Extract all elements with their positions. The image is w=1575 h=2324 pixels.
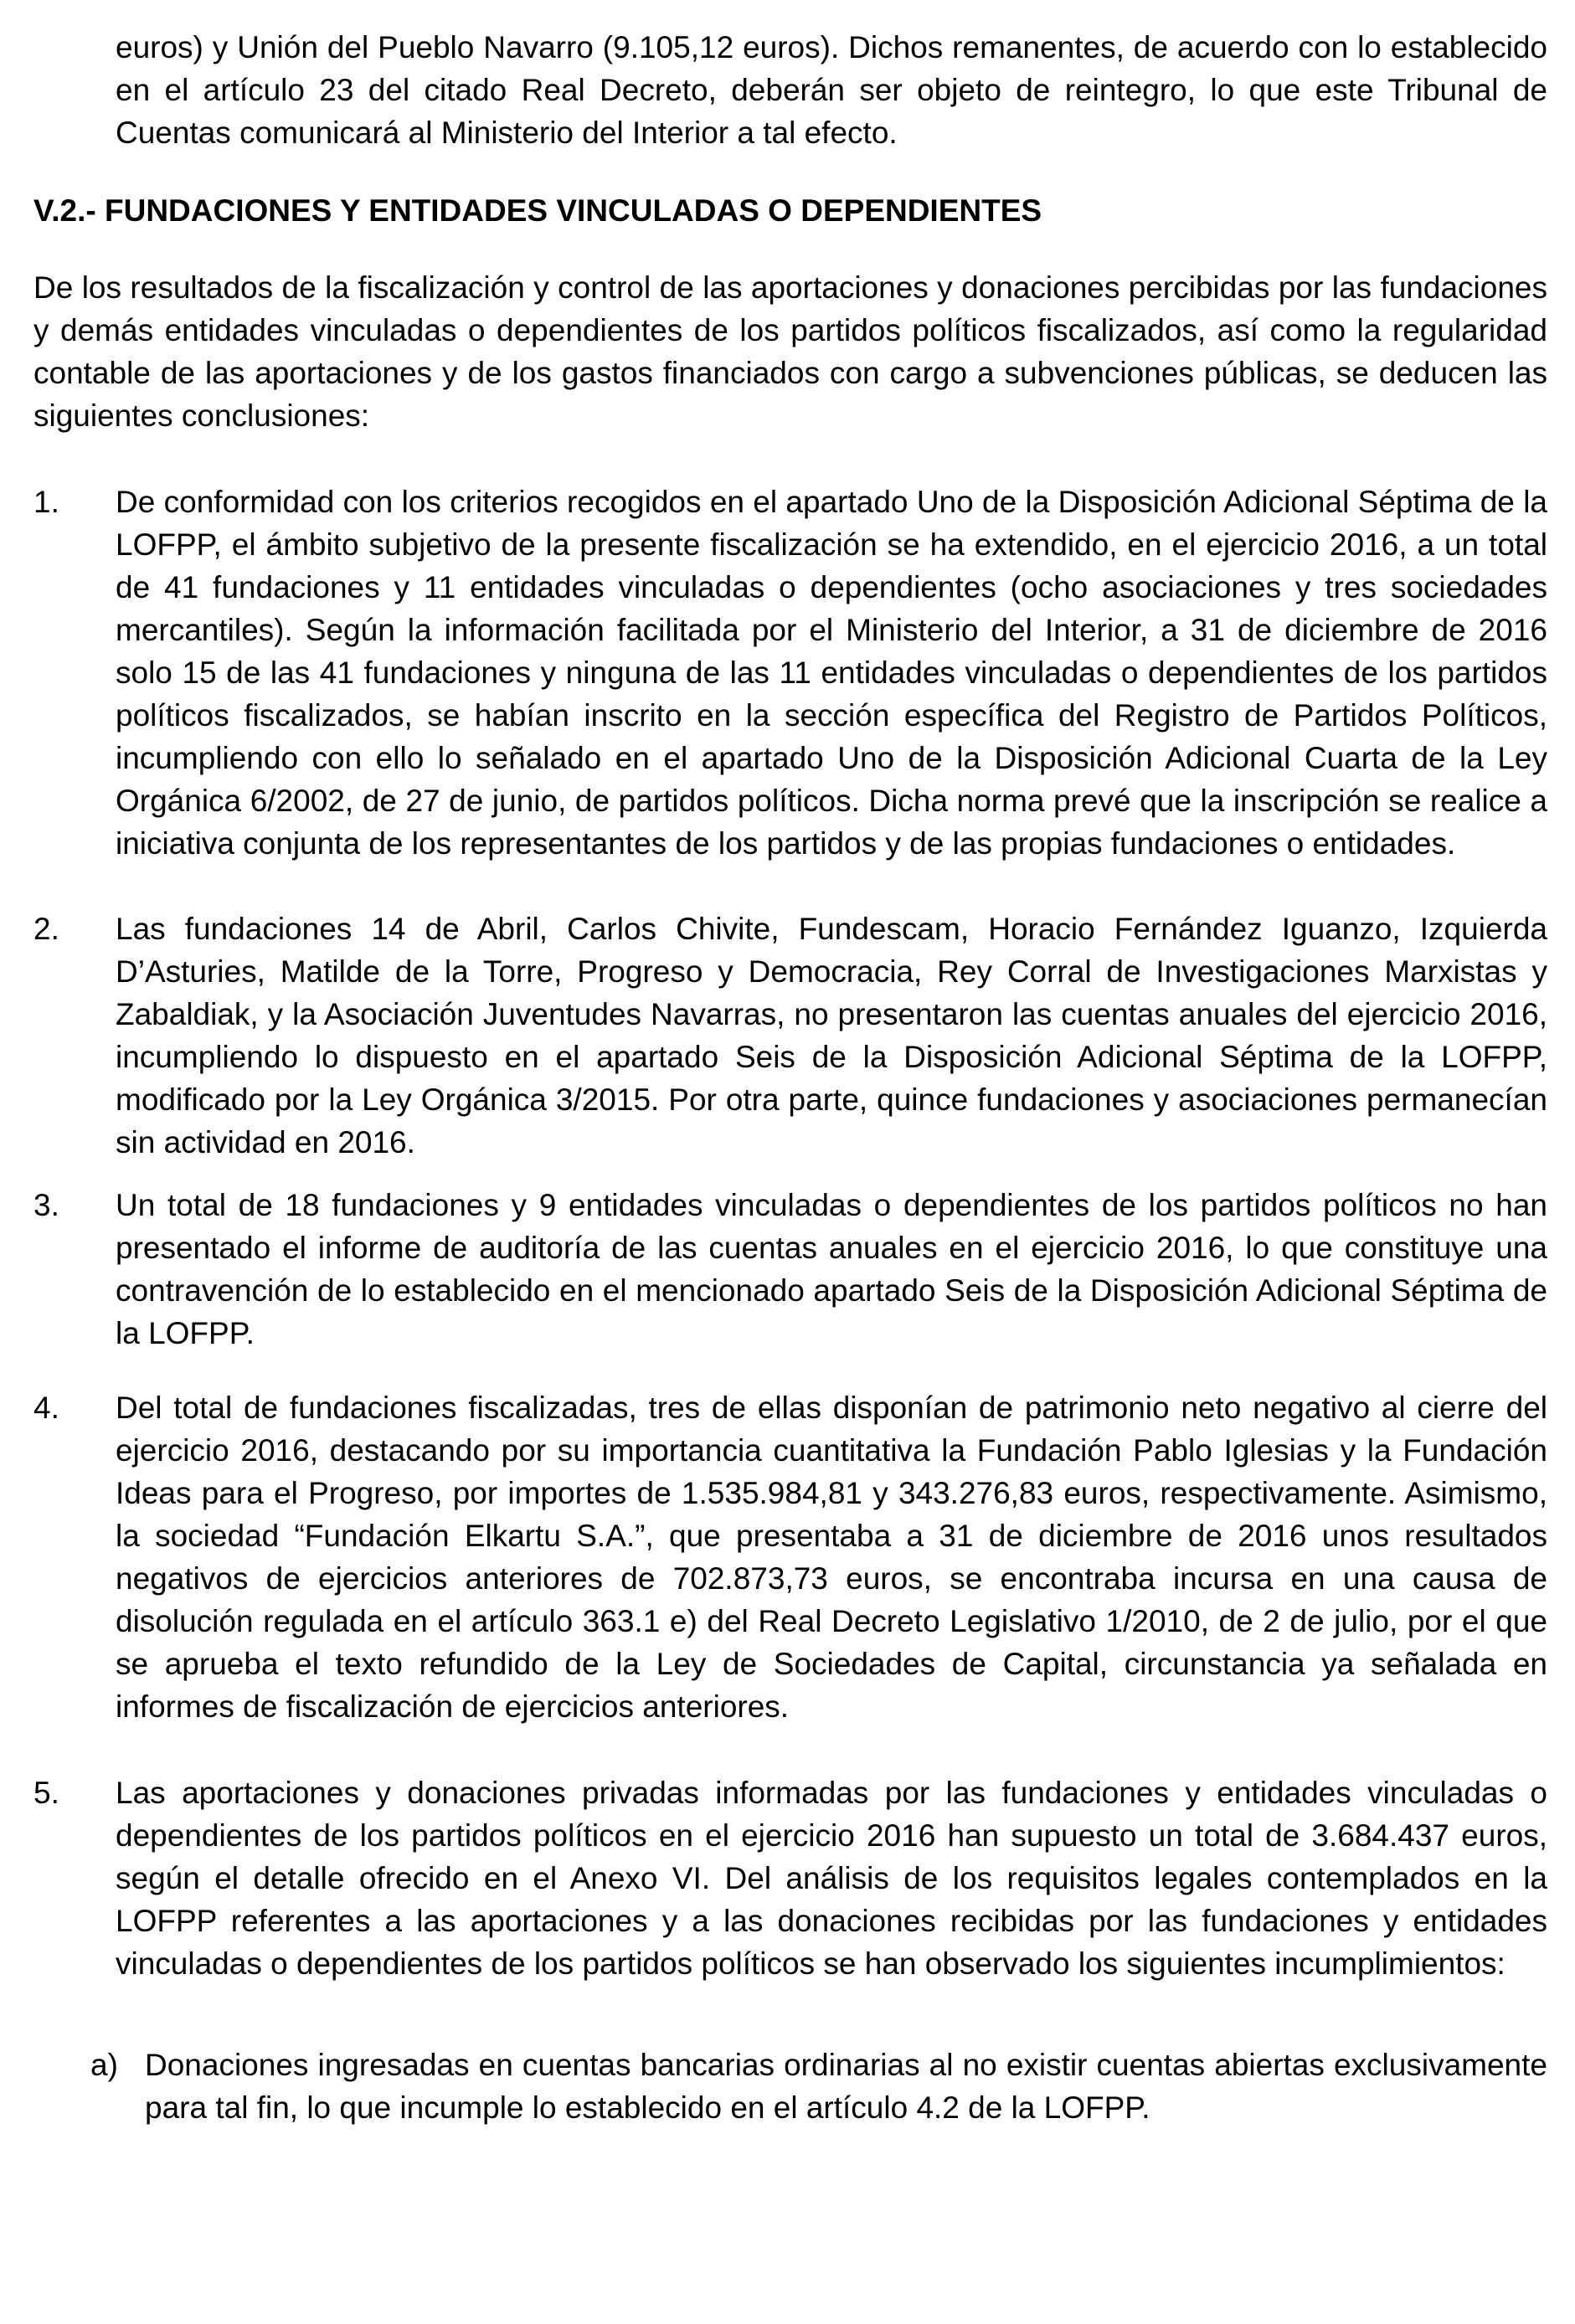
intro-paragraph <box>33 266 1547 437</box>
item-number: 5. <box>33 1776 59 1810</box>
continuation-text: euros) y Unión del Pueblo Navarro (9.105,12 euros). Dichos remanentes, de acuerdo con lo establecido en el artículo 23 del citado Real Decreto, deberán ser objeto de reintegro, lo que este Tribunal de Cuentas comunicará al Ministerio del Interior a tal efecto. <box>116 30 1547 150</box>
item-text: Las aportaciones y donaciones privadas informadas por las fundaciones y entidades vinculadas o dependientes de los partidos políticos en el ejercicio 2016 han supuesto un total de 3.684.437 euros, según el detalle ofrecido en el Anexo VI. Del análisis de los requisitos legales contemplados en la LOFPP referentes a las aportaciones y a las donaciones recibidas por las fundaciones y entidades vinculadas o dependientes de los partidos políticos se han observado los siguientes incumplimientos: <box>116 1776 1547 1981</box>
intro-text: De los resultados de la fiscalización y control de las aportaciones y donaciones percibidas por las fundaciones y demás entidades vinculadas o dependientes de los partidos políticos fiscalizados, así como la regularidad contable de las aportaciones y de los gastos financiados con cargo a subvenciones públicas, se deducen las siguientes conclusiones: <box>33 270 1547 433</box>
item-text: Las fundaciones 14 de Abril, Carlos Chivite, Fundescam, Horacio Fernández Iguanzo, Izquierda D’Asturies, Matilde de la Torre, Progreso y Democracia, Rey Corral de Investigaciones Marxistas y Zabaldiak, y la Asociación Juventudes Navarras, no presentaron las cuentas anuales del ejercicio 2016, incumpliendo lo dispuesto en el apartado Seis de la Disposición Adicional Séptima de la LOFPP, modificado por la Ley Orgánica 3/2015. Por otra parte, quince fundaciones y asociaciones permanecían sin actividad en 2016. <box>116 912 1547 1159</box>
item-number: 1. <box>33 485 59 519</box>
item-text: De conformidad con los criterios recogidos en el apartado Uno de la Disposición Adicional Séptima de la LOFPP, el ámbito subjetivo de la presente fiscalización se ha extendido, en el ejercicio 2016, a un total de 41 fundaciones y 11 entidades vinculadas o dependientes (ocho asociaciones y tres sociedades mercantiles). Según la información facilitada por el Ministerio del Interior, a 31 de diciembre de 2016 solo 15 de las 41 fundaciones y ninguna de las 11 entidades vinculadas o dependientes de los partidos políticos fiscalizados, se habían inscrito en la sección específica del Registro de Partidos Políticos, incumpliendo con ello lo señalado en el apartado Uno de la Disposición Adicional Cuarta de la Ley Orgánica 6/2002, de 27 de junio, de partidos políticos. Dicha norma prevé que la inscripción se realice a iniciativa conjunta de los representantes de los partidos y de las propias fundaciones o entidades. <box>116 485 1547 861</box>
item-text: Un total de 18 fundaciones y 9 entidades vinculadas o dependientes de los partidos políticos no han presentado el informe de auditoría de las cuentas anuales en el ejercicio 2016, lo que constituye una contravención de lo establecido en el mencionado apartado Seis de la Disposición Adicional Séptima de la LOFPP. <box>116 1188 1547 1350</box>
item-number: 4. <box>33 1391 59 1425</box>
subitem-text: Donaciones ingresadas en cuentas bancarias ordinarias al no existir cuentas abiertas exclusivamente para tal fin, lo que incumple lo establecido en el artículo 4.2 de la LOFPP. <box>145 2048 1547 2125</box>
item-text: Del total de fundaciones fiscalizadas, tres de ellas disponían de patrimonio neto negativo al cierre del ejercicio 2016, destacando por su importancia cuantitativa la Fundación Pablo Iglesias y la Fundación Ideas para el Progreso, por importes de 1.535.984,81 y 343.276,83 euros, respectivamente. Asimismo, la sociedad “Fundación Elkartu S.A.”, que presentaba a 31 de diciembre de 2016 unos resultados negativos de ejercicios anteriores de 702.873,73 euros, se encontraba incursa en una causa de disolución regulada en el artículo 363.1 e) del Real Decreto Legislativo 1/2010, de 2 de julio, por el que se aprueba el texto refundido de la Ley de Sociedades de Capital, circunstancia ya señalada en informes de fiscalización de ejercicios anteriores. <box>116 1391 1547 1724</box>
item-number: 2. <box>33 912 59 946</box>
item-number: 3. <box>33 1188 59 1222</box>
section-heading: V.2.- FUNDACIONES Y ENTIDADES VINCULADAS O DEPENDIENTES <box>33 193 1042 228</box>
subitem-letter: a) <box>90 2048 118 2082</box>
continuation-paragraph <box>116 26 1547 154</box>
